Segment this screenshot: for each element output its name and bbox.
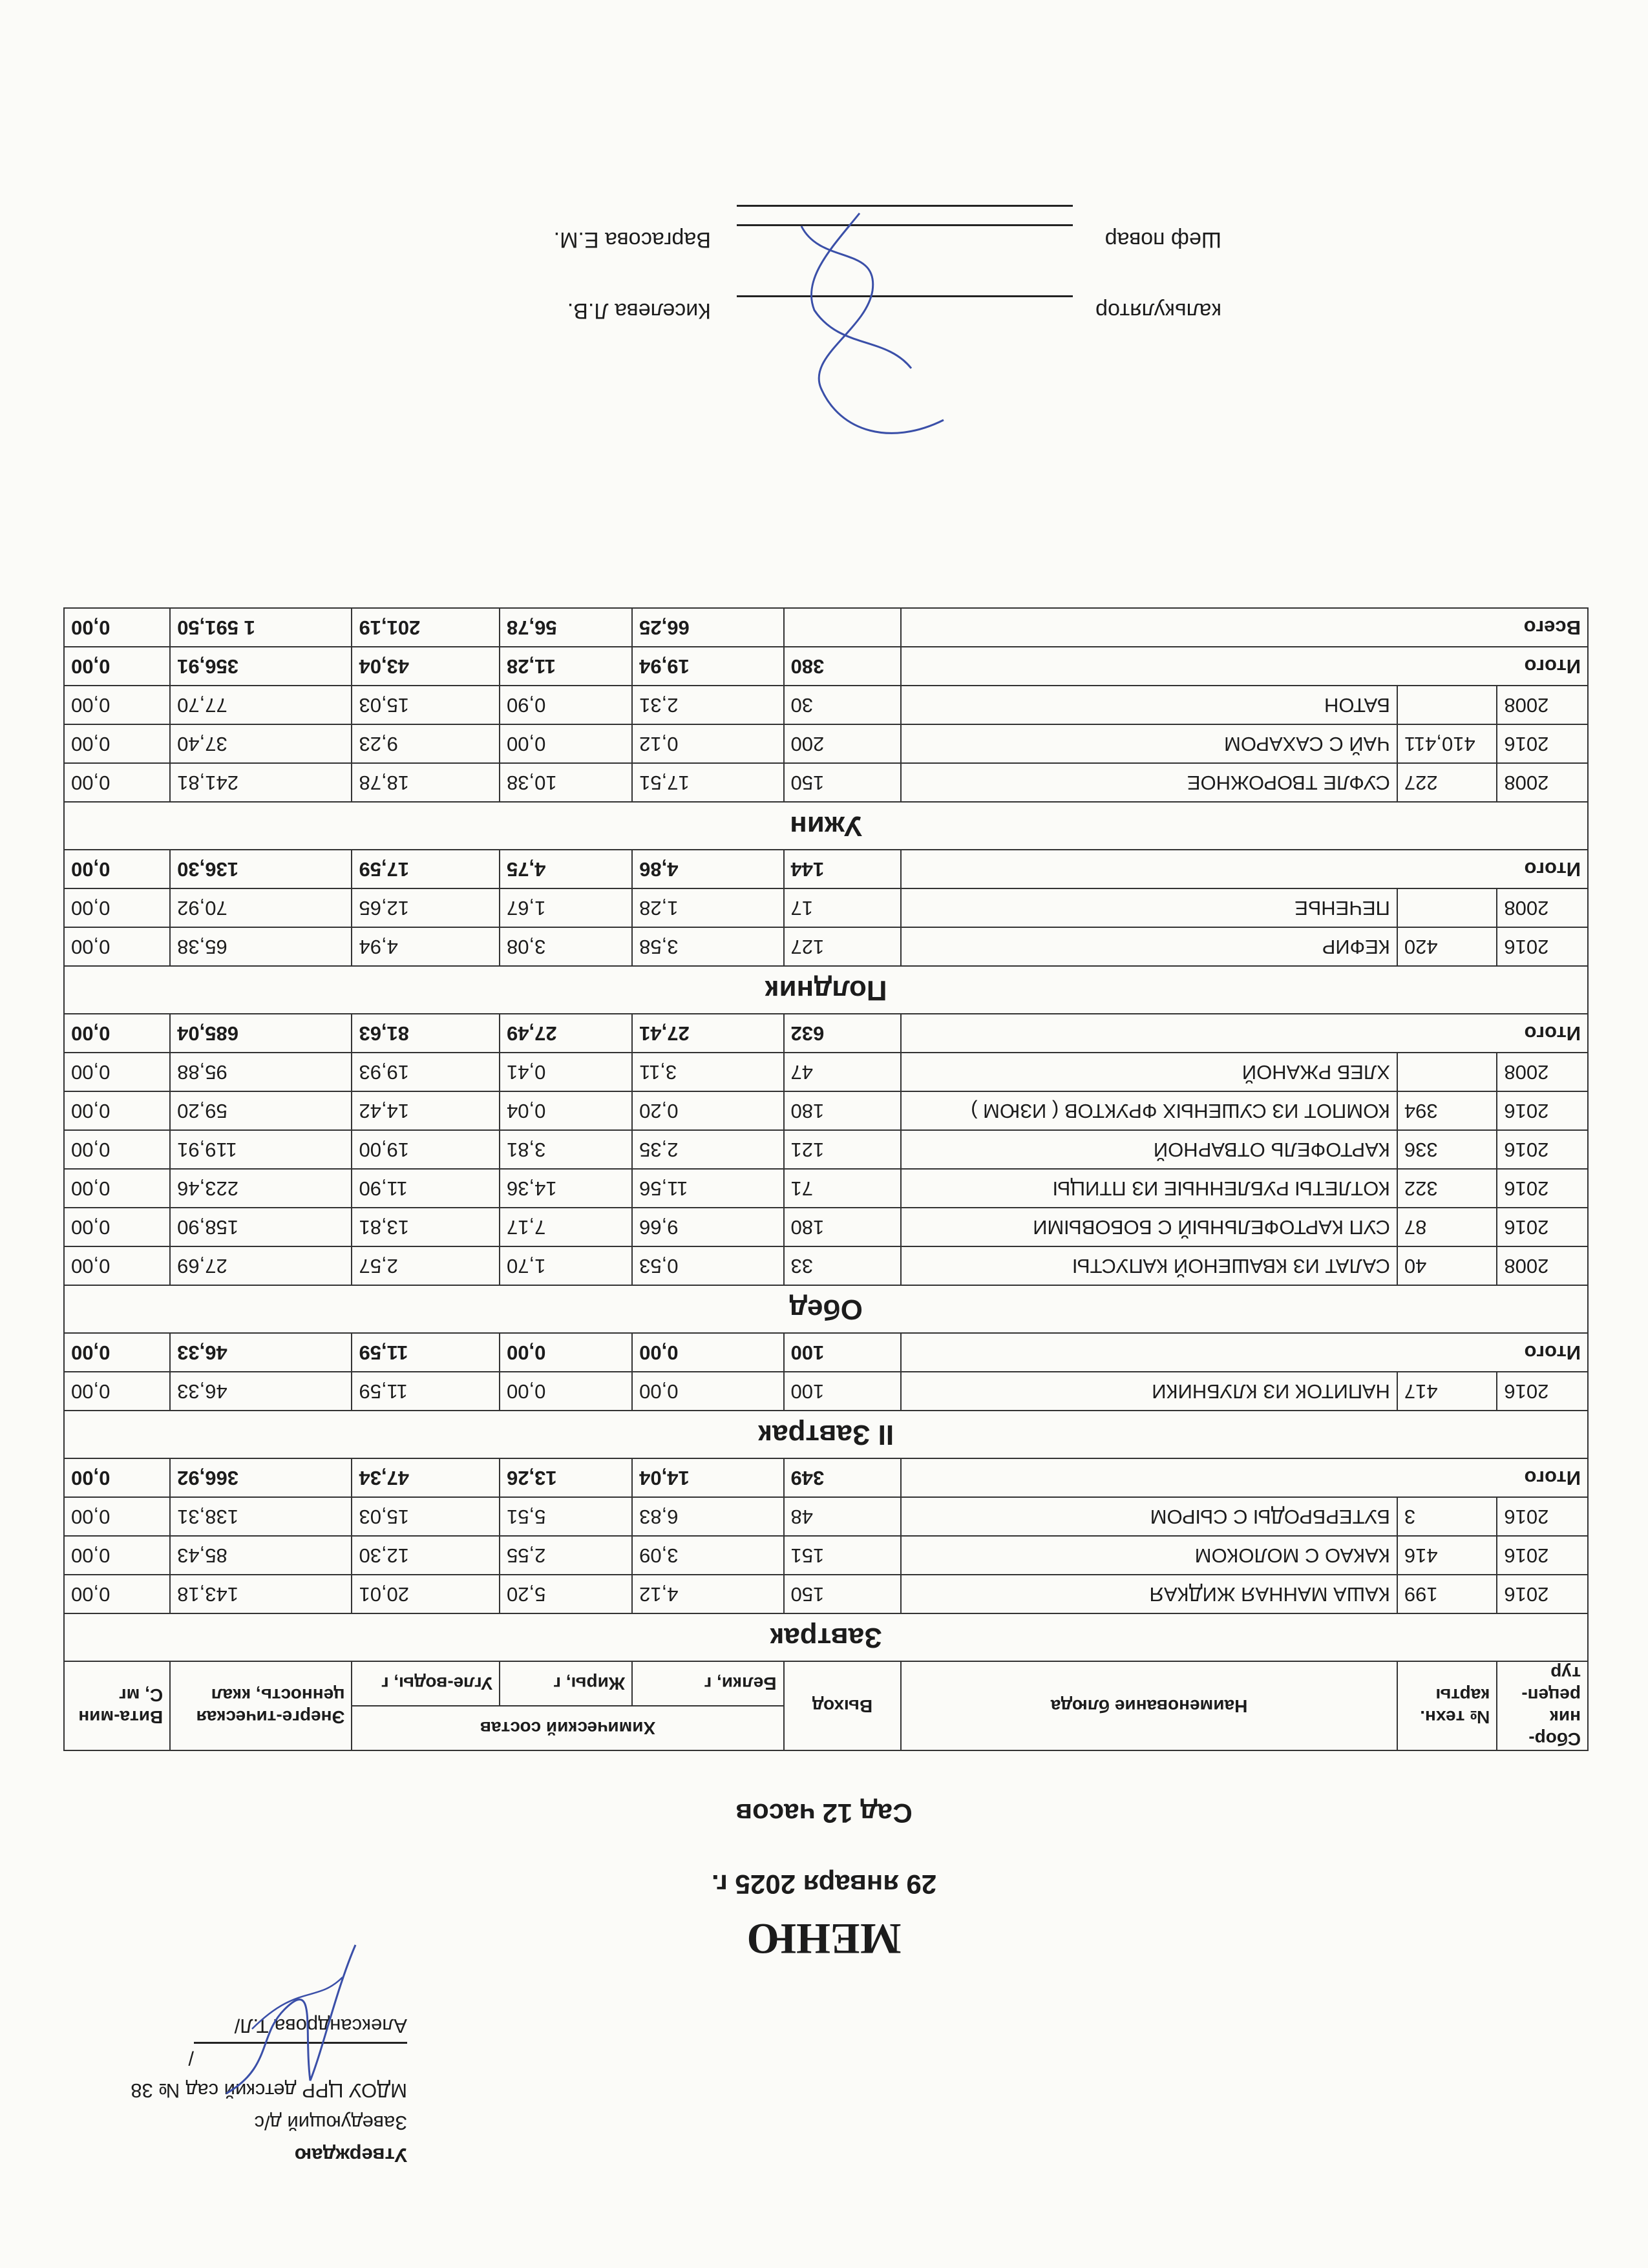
carb-cell: 15,03 — [352, 1497, 500, 1536]
carb-cell: 17,59 — [352, 850, 500, 888]
protein-cell: 3,11 — [632, 1053, 783, 1091]
protein-cell: 4,86 — [632, 850, 783, 888]
fat-cell: 1,67 — [500, 888, 632, 927]
header-vitamin: Вита-мин С, мг — [64, 1661, 170, 1750]
dish-cell: КОМПОТ ИЗ СУШЕНЫХ ФРУКТОВ ( ИЗЮМ ) — [901, 1091, 1397, 1130]
energy-cell: 136,30 — [170, 850, 352, 888]
yield-cell: 150 — [784, 763, 902, 802]
yield-cell: 180 — [784, 1208, 902, 1246]
vitamin-cell: 0,00 — [64, 1169, 170, 1208]
yield-cell: 71 — [784, 1169, 902, 1208]
vitamin-cell: 0,00 — [64, 724, 170, 763]
fat-cell: 13,26 — [500, 1458, 632, 1497]
table-row — [64, 1130, 1588, 1169]
vitamin-cell: 0,00 — [64, 686, 170, 724]
carb-cell: 201,19 — [352, 608, 500, 647]
vitamin-cell: 0,00 — [64, 1246, 170, 1285]
approval-title: Утверждаю — [294, 2144, 407, 2167]
fat-cell: 0,41 — [500, 1053, 632, 1091]
protein-cell: 66,25 — [632, 608, 783, 647]
collection-cell: 2016 — [1497, 1372, 1588, 1411]
table-row — [64, 1536, 1588, 1575]
grand-total-row — [64, 608, 1588, 647]
fat-cell: 11,28 — [500, 647, 632, 686]
header-fat: Жиры, г — [500, 1661, 632, 1706]
protein-cell: 17,51 — [632, 763, 783, 802]
section-header-row — [64, 1613, 1588, 1661]
vitamin-cell: 0,00 — [64, 647, 170, 686]
chef-name: Варгасова Е.М. — [553, 227, 711, 252]
section-total-row — [64, 1333, 1588, 1372]
card-no-cell: 417 — [1397, 1372, 1497, 1411]
vitamin-cell: 0,00 — [64, 1536, 170, 1575]
fat-cell: 0,04 — [500, 1091, 632, 1130]
protein-cell: 9,66 — [632, 1208, 783, 1246]
table-row — [64, 1497, 1588, 1536]
energy-cell: 685,04 — [170, 1014, 352, 1053]
fat-cell: 4,75 — [500, 850, 632, 888]
collection-cell: 2016 — [1497, 1575, 1588, 1613]
header-dish: Наименование блюда — [901, 1661, 1397, 1750]
energy-cell: 138,31 — [170, 1497, 352, 1536]
grand-total-label: Всего — [901, 608, 1588, 647]
fat-cell: 0,00 — [500, 1333, 632, 1372]
dish-cell: ЧАЙ С САХАРОМ — [901, 724, 1397, 763]
section-title: Полдник — [64, 966, 1588, 1014]
header-card-no: № техн. карты — [1397, 1661, 1497, 1750]
energy-cell: 46,33 — [170, 1372, 352, 1411]
table-row — [64, 927, 1588, 966]
yield-cell: 47 — [784, 1053, 902, 1091]
header-carb: Угле-воды, г — [352, 1661, 500, 1706]
protein-cell: 0,12 — [632, 724, 783, 763]
section-title: II Завтрак — [64, 1411, 1588, 1458]
yield-cell: 100 — [784, 1333, 902, 1372]
carb-cell: 47,34 — [352, 1458, 500, 1497]
approval-organization: МДОУ ЦРР детский сад № 38 — [131, 2079, 407, 2102]
carb-cell: 11,59 — [352, 1372, 500, 1411]
energy-cell: 37,40 — [170, 724, 352, 763]
vitamin-cell: 0,00 — [64, 1372, 170, 1411]
header-chem: Химический состав — [352, 1706, 783, 1750]
yield-cell: 17 — [784, 888, 902, 927]
yield-cell: 121 — [784, 1130, 902, 1169]
dish-cell: КОТЛЕТЫ РУБЛЕННЫЕ ИЗ ПТИЦЫ — [901, 1169, 1397, 1208]
carb-cell: 12,65 — [352, 888, 500, 927]
section-title: Завтрак — [64, 1613, 1588, 1661]
card-no-cell — [1397, 888, 1497, 927]
card-no-cell: 227 — [1397, 763, 1497, 802]
collection-cell: 2008 — [1497, 888, 1588, 927]
carb-cell: 19,00 — [352, 1130, 500, 1169]
card-no-cell: 410,411 — [1397, 724, 1497, 763]
collection-cell: 2016 — [1497, 1208, 1588, 1246]
approval-name: /Александрова Т.Л/ — [188, 2015, 407, 2070]
yield-cell: 180 — [784, 1091, 902, 1130]
protein-cell: 4,12 — [632, 1575, 783, 1613]
total-label: Итого — [901, 1458, 1588, 1497]
fat-cell: 1,70 — [500, 1246, 632, 1285]
vitamin-cell: 0,00 — [64, 1497, 170, 1536]
vitamin-cell: 0,00 — [64, 927, 170, 966]
staff-signature — [756, 187, 969, 459]
energy-cell: 95,88 — [170, 1053, 352, 1091]
table-row — [64, 724, 1588, 763]
protein-cell: 0,00 — [632, 1372, 783, 1411]
calc-name: Киселева Л.В. — [567, 299, 711, 323]
card-no-cell: 336 — [1397, 1130, 1497, 1169]
section-header-row — [64, 802, 1588, 850]
energy-cell: 366,92 — [170, 1458, 352, 1497]
card-no-cell: 87 — [1397, 1208, 1497, 1246]
approval-position: Заведующий д/с — [254, 2112, 407, 2134]
collection-cell: 2008 — [1497, 1053, 1588, 1091]
vitamin-cell: 0,00 — [64, 1130, 170, 1169]
fat-cell: 14,36 — [500, 1169, 632, 1208]
collection-cell: 2008 — [1497, 686, 1588, 724]
fat-cell: 0,90 — [500, 686, 632, 724]
fat-cell: 27,49 — [500, 1014, 632, 1053]
fat-cell: 5,20 — [500, 1575, 632, 1613]
section-total-row — [64, 850, 1588, 888]
yield-cell — [784, 608, 902, 647]
energy-cell: 70,92 — [170, 888, 352, 927]
energy-cell: 119,91 — [170, 1130, 352, 1169]
carb-cell: 81,63 — [352, 1014, 500, 1053]
yield-cell: 349 — [784, 1458, 902, 1497]
vitamin-cell: 0,00 — [64, 850, 170, 888]
yield-cell: 127 — [784, 927, 902, 966]
vitamin-cell: 0,00 — [64, 1333, 170, 1372]
dish-cell: БУТЕРБРОДЫ С СЫРОМ — [901, 1497, 1397, 1536]
dish-cell: БАТОН — [901, 686, 1397, 724]
header-energy: Энерге-тическая ценность, ккал — [170, 1661, 352, 1750]
card-no-cell: 394 — [1397, 1091, 1497, 1130]
total-label: Итого — [901, 1333, 1588, 1372]
protein-cell: 3,58 — [632, 927, 783, 966]
carb-cell: 13,81 — [352, 1208, 500, 1246]
card-no-cell: 3 — [1397, 1497, 1497, 1536]
table-row — [64, 686, 1588, 724]
protein-cell: 1,28 — [632, 888, 783, 927]
section-total-row — [64, 647, 1588, 686]
total-label: Итого — [901, 1014, 1588, 1053]
dish-cell: СУП КАРТОФЕЛЬНЫЙ С БОБОВЫМИ — [901, 1208, 1397, 1246]
yield-cell: 48 — [784, 1497, 902, 1536]
table-row — [64, 1372, 1588, 1411]
vitamin-cell: 0,00 — [64, 1014, 170, 1053]
dish-cell: КАША МАННАЯ ЖИДКАЯ — [901, 1575, 1397, 1613]
protein-cell: 27,41 — [632, 1014, 783, 1053]
carb-cell: 19,93 — [352, 1053, 500, 1091]
section-title: Ужин — [64, 802, 1588, 850]
section-total-row — [64, 1014, 1588, 1053]
collection-cell: 2016 — [1497, 1169, 1588, 1208]
dish-cell: САЛАТ ИЗ КВАШЕНОЙ КАПУСТЫ — [901, 1246, 1397, 1285]
yield-cell: 144 — [784, 850, 902, 888]
carb-cell: 15,03 — [352, 686, 500, 724]
carb-cell: 11,59 — [352, 1333, 500, 1372]
yield-cell: 200 — [784, 724, 902, 763]
menu-table — [63, 607, 1589, 1751]
vitamin-cell: 0,00 — [64, 608, 170, 647]
energy-cell: 356,91 — [170, 647, 352, 686]
section-header-row — [64, 1285, 1588, 1333]
section-header-row — [64, 966, 1588, 1014]
protein-cell: 11,56 — [632, 1169, 783, 1208]
yield-cell: 100 — [784, 1372, 902, 1411]
energy-cell: 46,33 — [170, 1333, 352, 1372]
yield-cell: 632 — [784, 1014, 902, 1053]
fat-cell: 2,55 — [500, 1536, 632, 1575]
fat-cell: 0,00 — [500, 724, 632, 763]
vitamin-cell: 0,00 — [64, 1575, 170, 1613]
collection-cell: 2008 — [1497, 763, 1588, 802]
energy-cell: 77,70 — [170, 686, 352, 724]
protein-cell: 2,35 — [632, 1130, 783, 1169]
yield-cell: 30 — [784, 686, 902, 724]
protein-cell: 14,04 — [632, 1458, 783, 1497]
carb-cell: 12,30 — [352, 1536, 500, 1575]
card-no-cell — [1397, 686, 1497, 724]
card-no-cell: 322 — [1397, 1169, 1497, 1208]
energy-cell: 158,90 — [170, 1208, 352, 1246]
fat-cell: 3,81 — [500, 1130, 632, 1169]
protein-cell: 2,31 — [632, 686, 783, 724]
yield-cell: 150 — [784, 1575, 902, 1613]
fat-cell: 56,78 — [500, 608, 632, 647]
dish-cell: НАПИТОК ИЗ КЛУБНИКИ — [901, 1372, 1397, 1411]
protein-cell: 0,53 — [632, 1246, 783, 1285]
collection-cell: 2016 — [1497, 1497, 1588, 1536]
fat-cell: 5,51 — [500, 1497, 632, 1536]
table-row — [64, 1208, 1588, 1246]
section-title: Обед — [64, 1285, 1588, 1333]
protein-cell: 6,83 — [632, 1497, 783, 1536]
fat-cell: 0,00 — [500, 1372, 632, 1411]
protein-cell: 3,09 — [632, 1536, 783, 1575]
dish-cell: КАКАО С МОЛОКОМ — [901, 1536, 1397, 1575]
energy-cell: 27,69 — [170, 1246, 352, 1285]
table-row — [64, 763, 1588, 802]
collection-cell: 2016 — [1497, 927, 1588, 966]
calc-title: калькулятор — [1095, 299, 1221, 323]
fat-cell: 7,17 — [500, 1208, 632, 1246]
vitamin-cell: 0,00 — [64, 763, 170, 802]
energy-cell: 85,43 — [170, 1536, 352, 1575]
section-total-row — [64, 1458, 1588, 1497]
carb-cell: 9,23 — [352, 724, 500, 763]
table-row — [64, 888, 1588, 927]
dish-cell: ПЕЧЕНЬЕ — [901, 888, 1397, 927]
header-yield: Выход — [784, 1661, 902, 1750]
card-no-cell — [1397, 1053, 1497, 1091]
card-no-cell: 40 — [1397, 1246, 1497, 1285]
table-row — [64, 1246, 1588, 1285]
protein-cell: 0,00 — [632, 1333, 783, 1372]
carb-cell: 43,04 — [352, 647, 500, 686]
energy-cell: 143,18 — [170, 1575, 352, 1613]
vitamin-cell: 0,00 — [64, 1091, 170, 1130]
vitamin-cell: 0,00 — [64, 1208, 170, 1246]
collection-cell: 2016 — [1497, 1130, 1588, 1169]
dish-cell: КАРТОФЕЛЬ ОТВАРНОЙ — [901, 1130, 1397, 1169]
card-no-cell: 416 — [1397, 1536, 1497, 1575]
carb-cell: 14,42 — [352, 1091, 500, 1130]
vitamin-cell: 0,00 — [64, 888, 170, 927]
collection-cell: 2008 — [1497, 1246, 1588, 1285]
carb-cell: 20,01 — [352, 1575, 500, 1613]
dish-cell: ХЛЕБ РЖАНОЙ — [901, 1053, 1397, 1091]
fat-cell: 3,08 — [500, 927, 632, 966]
dish-cell: КЕФИР — [901, 927, 1397, 966]
carb-cell: 2,57 — [352, 1246, 500, 1285]
energy-cell: 223,46 — [170, 1169, 352, 1208]
card-no-cell: 199 — [1397, 1575, 1497, 1613]
table-row — [64, 1053, 1588, 1091]
vitamin-cell: 0,00 — [64, 1053, 170, 1091]
energy-cell: 241,81 — [170, 763, 352, 802]
table-row — [64, 1091, 1588, 1130]
energy-cell: 1 591,50 — [170, 608, 352, 647]
collection-cell: 2016 — [1497, 1091, 1588, 1130]
energy-cell: 59,20 — [170, 1091, 352, 1130]
fat-cell: 10,38 — [500, 763, 632, 802]
header-protein: Белки, г — [632, 1661, 783, 1706]
group-name: Сад 12 часов — [735, 1798, 913, 1829]
carb-cell: 11,90 — [352, 1169, 500, 1208]
chef-title: Шеф повар — [1104, 227, 1221, 252]
card-no-cell: 420 — [1397, 927, 1497, 966]
carb-cell: 18,78 — [352, 763, 500, 802]
document-title: МЕНЮ — [746, 1915, 902, 1964]
table-header-row — [64, 1706, 1588, 1750]
yield-cell: 33 — [784, 1246, 902, 1285]
yield-cell: 380 — [784, 647, 902, 686]
vitamin-cell: 0,00 — [64, 1458, 170, 1497]
carb-cell: 4,94 — [352, 927, 500, 966]
collection-cell: 2016 — [1497, 1536, 1588, 1575]
protein-cell: 19,94 — [632, 647, 783, 686]
section-header-row — [64, 1411, 1588, 1458]
dish-cell: СУФЛЕ ТВОРОЖНОЕ — [901, 763, 1397, 802]
table-row — [64, 1575, 1588, 1613]
header-collection: Сбор-ник рецеп-тур — [1497, 1661, 1588, 1750]
menu-date: 29 января 2025 г. — [711, 1869, 937, 1900]
table-row — [64, 1169, 1588, 1208]
energy-cell: 65,38 — [170, 927, 352, 966]
collection-cell: 2016 — [1497, 724, 1588, 763]
total-label: Итого — [901, 850, 1588, 888]
protein-cell: 0,20 — [632, 1091, 783, 1130]
yield-cell: 151 — [784, 1536, 902, 1575]
total-label: Итого — [901, 647, 1588, 686]
